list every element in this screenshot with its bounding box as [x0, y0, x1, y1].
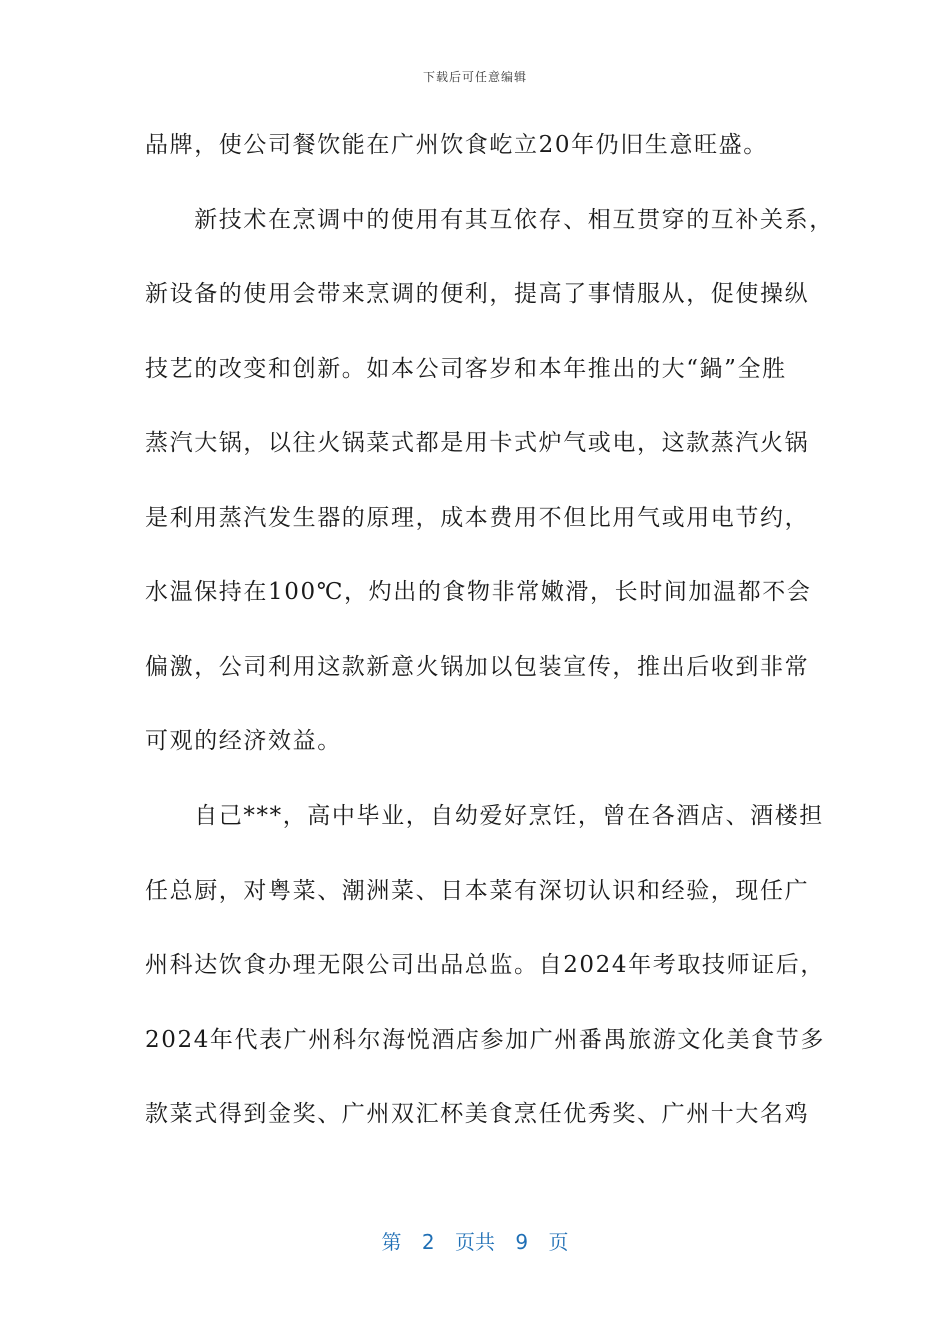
- text-line-8: 偏激，公司利用这款新意火锅加以包装宣传，推出后收到非常: [145, 654, 810, 680]
- text-line-2: 新技术在烹调中的使用有其互依存、相互贯穿的互补关系，: [145, 207, 834, 233]
- text-line-3: 新设备的使用会带来烹调的便利，提高了事情服从，促使操纵: [145, 281, 810, 307]
- text-line-14: 款菜式得到金奖、广州双汇杯美食烹任优秀奖、广州十大名鸡: [145, 1101, 810, 1127]
- header-note: 下载后可任意编辑: [422, 70, 527, 84]
- text-line-11: 任总厨，对粤菜、潮洲菜、日本菜有深切认识和经验，现任广: [145, 878, 810, 904]
- page-prefix: 第: [381, 1230, 402, 1254]
- page-number: 2: [421, 1230, 435, 1254]
- text-line-12: 州科达饮食办理无限公司出品总监。自2024年考取技师证后，: [145, 952, 825, 978]
- text-line-5: 蒸汽大锅，以往火锅菜式都是用卡式炉气或电，这款蒸汽火锅: [145, 430, 810, 456]
- page-total: 9: [515, 1230, 529, 1254]
- text-line-6: 是利用蒸汽发生器的原理，成本费用不但比用气或用电节约，: [145, 505, 810, 531]
- text-line-4: 技艺的改变和创新。如本公司客岁和本年推出的大“鍋”全胜: [145, 356, 787, 382]
- text-line-10: 自己***，高中毕业，自幼爱好烹饪，曾在各酒店、酒楼担: [145, 803, 824, 829]
- text-line-1: 品牌，使公司餐饮能在广州饮食屹立20年仍旧生意旺盛。: [145, 132, 768, 158]
- page-suffix: 页: [548, 1230, 569, 1254]
- page-footer: [0, 1226, 950, 1255]
- text-line-13: 2024年代表广州科尔海悦酒店参加广州番禺旅游文化美食节多: [145, 1027, 825, 1053]
- page-middle: 页共: [455, 1230, 495, 1254]
- text-line-9: 可观的经济效益。: [145, 728, 342, 754]
- text-line-7: 水温保持在100℃，灼出的食物非常嫩滑，长时间加温都不会: [145, 579, 812, 605]
